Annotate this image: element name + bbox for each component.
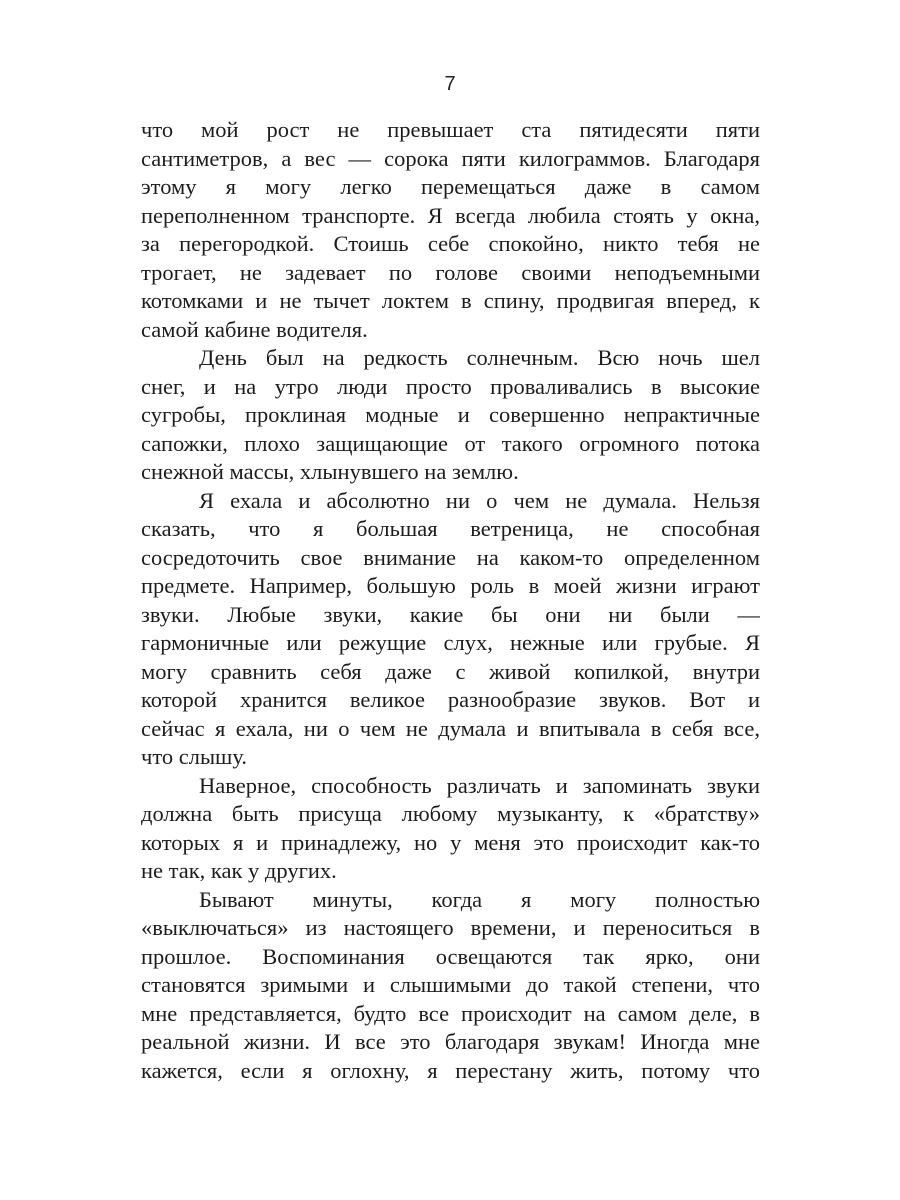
- text-line: за перегородкой. Стоишь себе спокойно, никто тебя не: [141, 231, 760, 256]
- page-number: 7: [444, 73, 456, 95]
- text-line: реальной жизни. И все это благодаря звукам! Иногда мне: [141, 1029, 760, 1054]
- text-line: звуки. Любые звуки, какие бы они ни были —: [141, 601, 760, 627]
- text-line: должна быть присуща любому музыканту, к «братству»: [141, 801, 760, 826]
- text-line: могу сравнить себя даже с живой копилкой, внутри: [141, 658, 760, 684]
- text-line: этому я могу легко перемещаться даже в самом: [141, 174, 760, 199]
- text-line: сугробы, проклиная модные и совершенно непрактичные: [141, 402, 760, 427]
- paragraph: [141, 344, 760, 487]
- text-line: Я ехала и абсолютно ни о чем не думала. Нельзя: [199, 487, 760, 513]
- text-line: которой хранится великое разнообразие звуков. Вот и: [141, 687, 760, 712]
- text-line: прошлое. Воспоминания освещаются так ярко, они: [141, 943, 760, 969]
- text-line: что мой рост не превышает ста пятидесяти пяти: [141, 117, 760, 142]
- text-line: не так, как у других.: [141, 858, 337, 883]
- text-line: котомками и не тычет локтем в спину, продвигая вперед, к: [141, 288, 760, 313]
- text-line: снежной массы, хлынувшего на землю.: [141, 459, 519, 484]
- text-line: переполненном транспорте. Я всегда любила стоять у окна,: [141, 202, 760, 228]
- paragraph: [141, 772, 760, 886]
- text-line: сейчас я ехала, ни о чем не думала и впитывала в себя все,: [141, 715, 760, 741]
- text-line: становятся зримыми и слышимыми до такой степени, что: [141, 972, 760, 997]
- paragraph: [141, 886, 760, 1086]
- paragraph: [141, 116, 760, 344]
- text-body: [141, 116, 760, 1085]
- text-line: кажется, если я оглохну, я перестану жить, потому что: [141, 1057, 760, 1083]
- text-line: трогает, не задевает по голове своими неподъемными: [141, 259, 760, 285]
- text-line: «выключаться» из настоящего времени, и переноситься в: [141, 915, 760, 940]
- text-line: предмете. Например, большую роль в моей жизни играют: [141, 573, 760, 598]
- text-line: мне представляется, будто все происходит на самом деле, в: [141, 1000, 760, 1026]
- text-line: сосредоточить свое внимание на каком-то определенном: [141, 544, 760, 570]
- text-line: сантиметров, а вес — сорока пяти килограммов. Благодаря: [141, 145, 760, 171]
- text-line: сапожки, плохо защищающие от такого огромного потока: [141, 430, 760, 456]
- text-line: Бывают минуты, когда я могу полностью: [199, 886, 760, 912]
- text-line: что слышу.: [141, 744, 248, 769]
- text-line: Наверное, способность различать и запоминать звуки: [199, 772, 760, 798]
- text-line: которых я и принадлежу, но у меня это происходит как-то: [141, 829, 760, 855]
- text-line: гармоничные или режущие слух, нежные или грубые. Я: [141, 630, 760, 655]
- text-line: самой кабине водителя.: [141, 316, 368, 342]
- text-line: снег, и на утро люди просто проваливались в высокие: [141, 373, 760, 399]
- text-line: День был на редкость солнечным. Всю ночь шел: [199, 345, 760, 370]
- paragraph: [141, 487, 760, 772]
- text-line: сказать, что я большая ветреница, не способная: [141, 516, 760, 541]
